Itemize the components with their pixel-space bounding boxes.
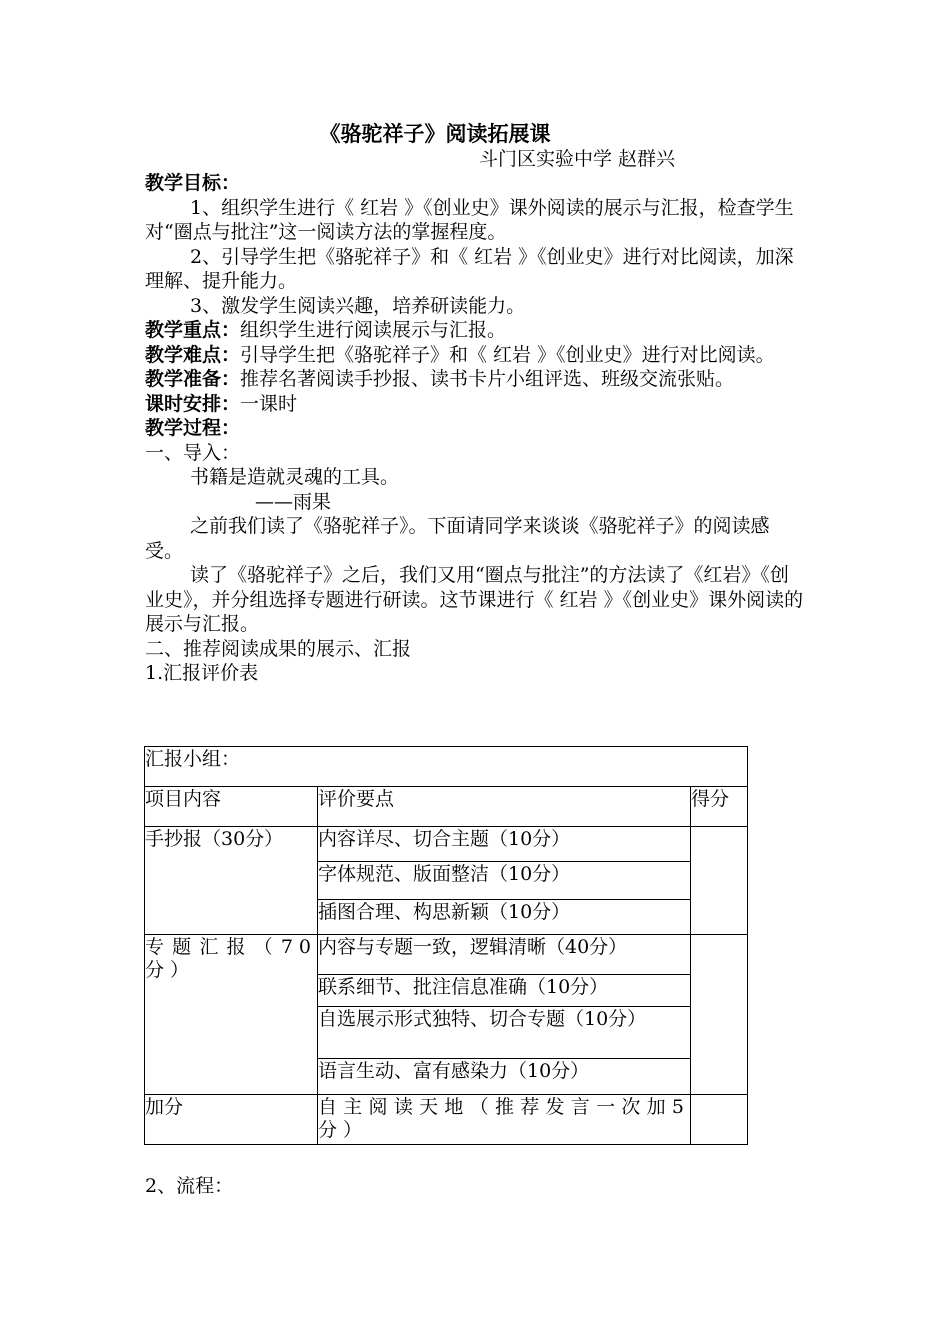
table-caption: 1.汇报评价表 <box>145 662 259 684</box>
score-cell[interactable] <box>691 1095 748 1145</box>
objective-3: 3、激发学生阅读兴趣，培养研读能力。 <box>190 294 526 317</box>
document-body <box>145 120 805 686</box>
header-score: 得分 <box>691 787 748 827</box>
schedule: 课时安排：一课时 <box>145 392 298 415</box>
objective-1: 1、组织学生进行《 红岩 》《创业史》课外阅读的展示与汇报，检查学生对“圈点与批注”这一阅读方法的掌握程度。 <box>145 196 794 243</box>
point-cell: 字体规范、版面整洁（10分） <box>318 862 691 900</box>
quote-author: ——雨果 <box>255 490 332 513</box>
score-cell[interactable] <box>691 935 748 1095</box>
row-item-bonus: 加分 <box>145 1095 318 1145</box>
header-points: 评价要点 <box>318 787 691 827</box>
document-title: 《骆驼祥子》阅读拓展课 <box>319 121 551 146</box>
author-line: 斗门区实验中学 赵群兴 <box>478 148 675 170</box>
objectives-heading: 教学目标： <box>145 172 241 194</box>
intro-paragraph-2: 读了《骆驼祥子》之后，我们又用“圈点与批注”的方法读了《红岩》《创业史》，并分组选择专题进行研读。这节课进行《 红岩 》《创业史》课外阅读的展示与汇报。 <box>145 564 804 635</box>
point-cell: 语言生动、富有感染力（10分） <box>318 1059 691 1095</box>
row-item-handwritten: 手抄报（30分） <box>145 827 318 935</box>
process-heading: 教学过程： <box>145 417 241 439</box>
row-item-topic-report: 专题汇报（70分） <box>145 935 318 1095</box>
point-cell: 联系细节、批注信息准确（10分） <box>318 975 691 1007</box>
point-cell: 插图合理、构思新颖（10分） <box>318 900 691 935</box>
flow-heading: 2、流程： <box>145 1175 234 1197</box>
preparation: 教学准备：推荐名著阅读手抄报、读书卡片小组评选、班级交流张贴。 <box>145 368 735 390</box>
key-point: 教学重点：组织学生进行阅读展示与汇报。 <box>145 319 507 341</box>
evaluation-table <box>144 746 748 1145</box>
difficulty-point: 教学难点：引导学生把《骆驼祥子》和《 红岩 》《创业史》进行对比阅读。 <box>145 343 775 366</box>
point-cell: 内容与专题一致，逻辑清晰（40分） <box>318 935 691 975</box>
quote-text: 书籍是造就灵魂的工具。 <box>190 466 400 488</box>
section2-heading: 二、推荐阅读成果的展示、汇报 <box>145 637 412 660</box>
point-cell: 自选展示形式独特、切合专题（10分） <box>318 1007 691 1059</box>
group-label-cell: 汇报小组： <box>145 747 748 787</box>
intro-heading: 一、导入： <box>145 441 241 464</box>
objective-2: 2、引导学生把《骆驼祥子》和《 红岩 》《创业史》进行对比阅读，加深理解、提升能力。 <box>145 245 794 292</box>
intro-paragraph-1: 之前我们读了《骆驼祥子》。下面请同学来谈谈《骆驼祥子》的阅读感受。 <box>145 515 770 562</box>
point-cell: 内容详尽、切合主题（10分） <box>318 827 691 862</box>
header-item: 项目内容 <box>145 787 318 827</box>
point-cell: 自主阅读天地（推荐发言一次加5分） <box>318 1095 691 1145</box>
score-cell[interactable] <box>691 827 748 935</box>
